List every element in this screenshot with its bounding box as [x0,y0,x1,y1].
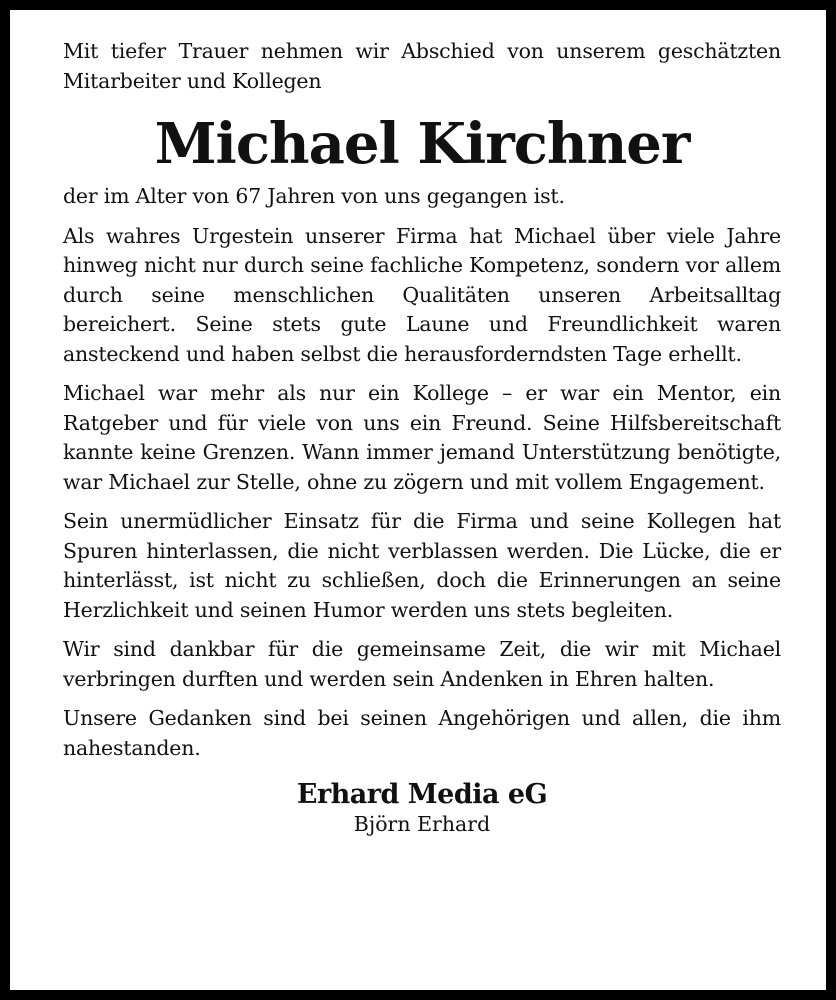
paragraph: Als wahres Urgestein unserer Firma hat Michael über viele Jahre hinweg nicht nur durch seine fachliche Kompetenz, sondern vor allem durch seine menschlichen Qualitäten unseren Arbeitsalltag bereichert. Seine stets gute Laune und Freundlichkeit waren ansteckend und haben selbst die herausforderndsten Tage erhellt. [63,223,781,366]
paragraph: Unsere Gedanken sind bei seinen Angehörigen und allen, die ihm nahestanden. [63,706,781,760]
signature-block [63,779,781,837]
age-line: der im Alter von 67 Jahren von uns gegangen ist. [63,184,565,208]
obituary-page [10,10,826,990]
paragraph: Sein unermüdlicher Einsatz für die Firma und seine Kollegen hat Spuren hinterlassen, die nicht verblassen werden. Die Lücke, die er hinterlässt, ist nicht zu schließen, doch die Erinnerungen an seine Herzlichkeit und seinen Humor werden uns stets begleiten. [63,509,781,622]
paragraph: Michael war mehr als nur ein Kollege – er war ein Mentor, ein Ratgeber und für viele von uns ein Freund. Seine Hilfsbereitschaft kannte keine Grenzen. Wann immer jemand Unterstützung benötigte, war Michael zur Stelle, ohne zu zögern und mit vollem Engagement. [63,381,781,494]
paragraph: Wir sind dankbar für die gemeinsame Zeit, die wir mit Michael verbringen durften und werden sein Andenken in Ehren halten. [63,637,781,691]
deceased-name: Michael Kirchner [154,111,690,177]
company-name: Erhard Media eG [296,779,548,810]
intro-text: Mit tiefer Trauer nehmen wir Abschied von unserem geschätzten Mitarbeiter und Kollegen [63,39,781,93]
signatory-name: Björn Erhard [353,812,491,836]
obituary-content [63,37,781,837]
